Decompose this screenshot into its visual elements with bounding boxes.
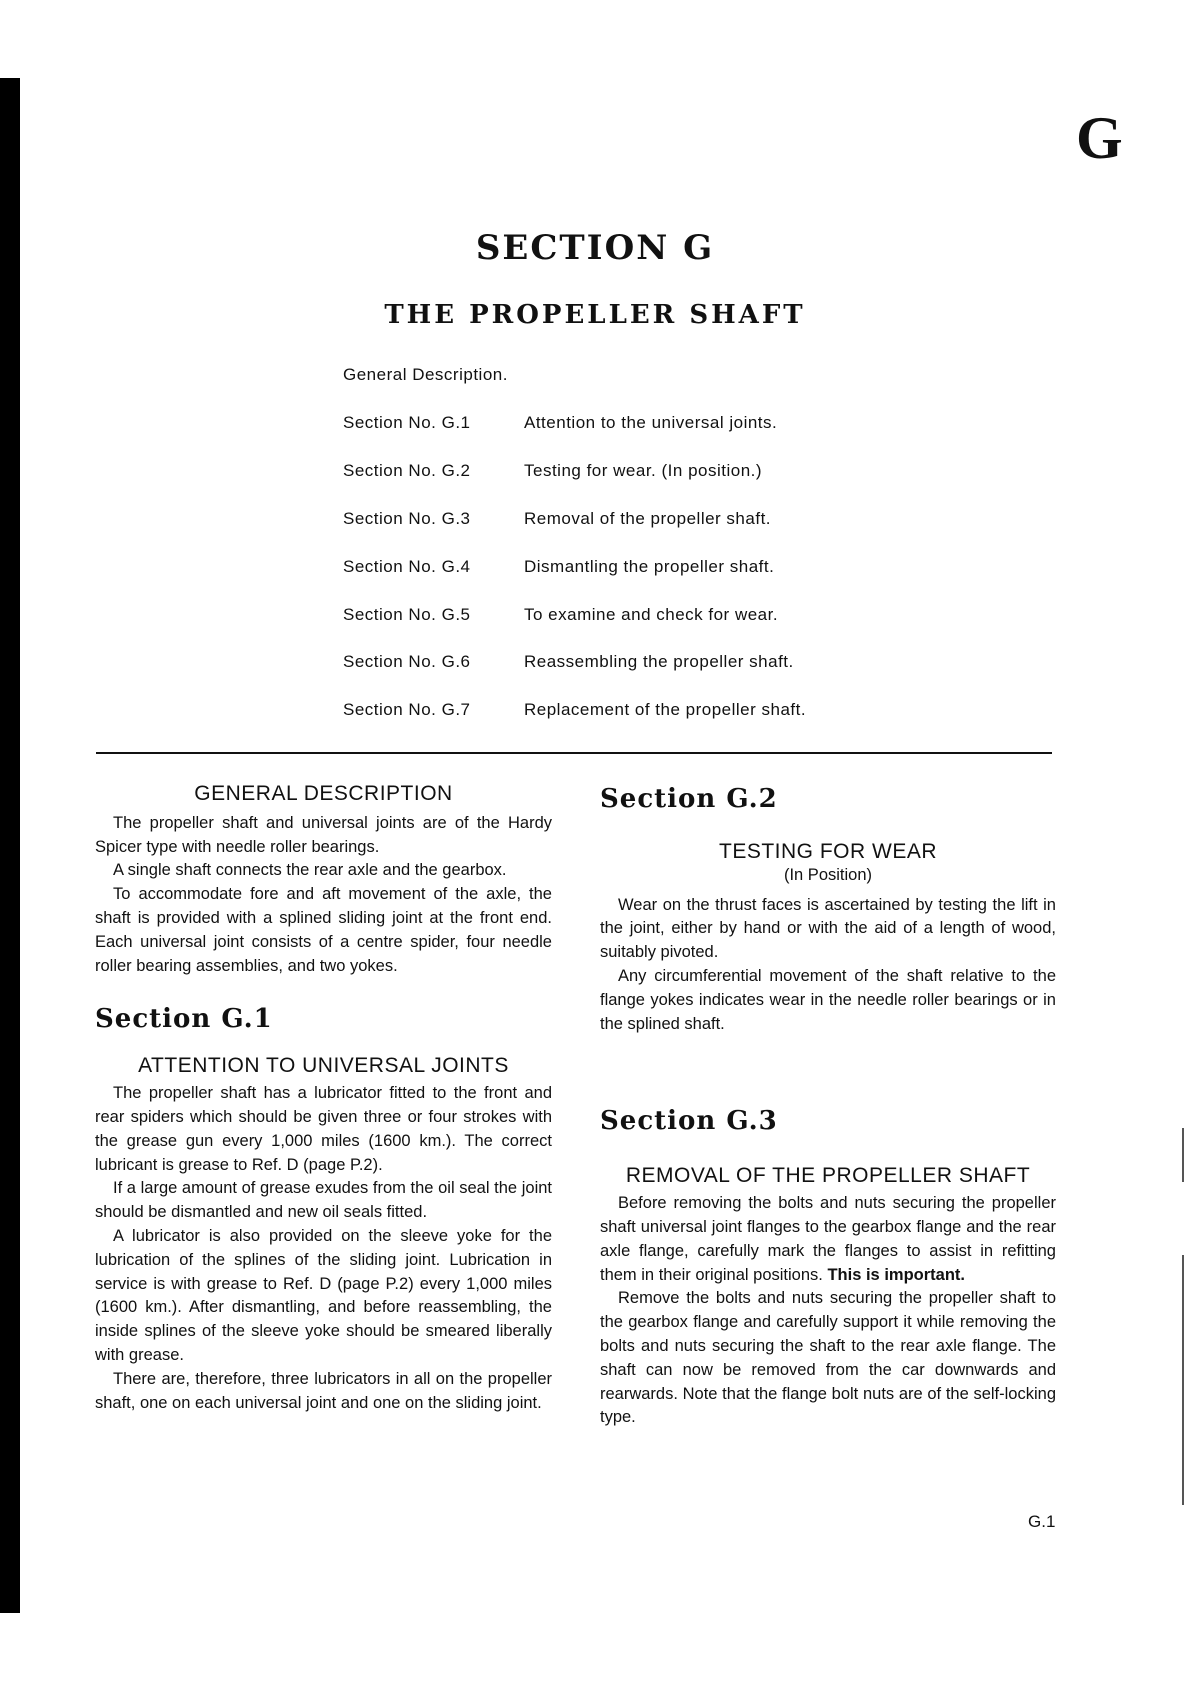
- toc-section-desc: Reassembling the propeller shaft.: [524, 652, 794, 672]
- right-column: [600, 782, 1056, 1430]
- paragraph: The propeller shaft and universal joints are of the Hardy Spicer type with needle roller bearings.: [95, 813, 552, 856]
- toc-section-desc: To examine and check for wear.: [524, 604, 779, 624]
- toc-row: [343, 509, 806, 557]
- section-g1-heading: Section G.1: [95, 1004, 273, 1035]
- toc-row: [343, 413, 806, 461]
- left-column: [95, 782, 552, 1415]
- divider-rule: [96, 752, 1052, 754]
- table-of-contents: [343, 365, 806, 748]
- paragraph: A lubricator is also provided on the sleeve yoke for the lubrication of the splines of the sliding joint. Lubrication in service is with grease to Ref. D (page P.2) every 1,000 miles (1600 km.). After dismantling, and before reassembling, the inside splines of the sleeve yoke should be smeared liberally with grease.: [95, 1226, 552, 1364]
- toc-general: General Description.: [343, 365, 508, 384]
- section-g3-heading: Section G.3: [600, 1106, 778, 1137]
- toc-section-no: Section No. G.2: [343, 460, 471, 480]
- section-g2-heading: Section G.2: [600, 784, 778, 814]
- section-letter: G: [1076, 105, 1123, 171]
- toc-section-no: Section No. G.6: [343, 652, 471, 672]
- scan-edge-mark: [1182, 1128, 1184, 1182]
- section-g1-subheading: ATTENTION TO UNIVERSAL JOINTS: [138, 1054, 509, 1078]
- general-description-heading: GENERAL DESCRIPTION: [194, 782, 453, 805]
- toc-section-desc: Replacement of the propeller shaft.: [524, 700, 807, 720]
- section-g3-subheading: REMOVAL OF THE PROPELLER SHAFT: [625, 1164, 1031, 1188]
- emphasis-text: This is important.: [827, 1265, 965, 1284]
- toc-section-desc: Removal of the propeller shaft.: [524, 508, 772, 528]
- toc-row: [343, 652, 806, 700]
- toc-row: [343, 700, 806, 748]
- paragraph: A single shaft connects the rear axle and the gearbox.: [113, 861, 507, 880]
- toc-section-desc: Attention to the universal joints.: [524, 413, 778, 432]
- toc-section-desc: Testing for wear. (In position.): [524, 460, 763, 480]
- paragraph: There are, therefore, three lubricators in all on the propeller shaft, one on each universal joint and one on the sliding joint.: [95, 1369, 552, 1412]
- toc-section-no: Section No. G.5: [343, 604, 471, 624]
- section-g2-subheading: TESTING FOR WEAR: [719, 840, 937, 863]
- toc-row: [343, 557, 806, 605]
- page-number: G.1: [1028, 1512, 1056, 1531]
- toc-section-desc: Dismantling the propeller shaft.: [524, 556, 775, 576]
- paragraph: If a large amount of grease exudes from the oil seal the joint should be dismantled and new oil seals fitted.: [95, 1179, 552, 1222]
- toc-section-no: Section No. G.4: [343, 556, 471, 576]
- toc-section-no: Section No. G.1: [343, 413, 471, 432]
- paragraph-text: Before removing the bolts and nuts securing the propeller shaft universal joint flanges to the gearbox flange and the rear axle flange, carefully mark the flanges to assist in refitting them in their original positions.: [600, 1194, 1056, 1284]
- toc-row: [343, 461, 806, 509]
- section-title: SECTION G: [475, 228, 715, 268]
- scan-edge-mark: [1182, 1255, 1184, 1505]
- paragraph: Wear on the thrust faces is ascertained by testing the lift in the joint, either by hand or with the aid of a length of wood, suitably pivoted.: [600, 895, 1056, 962]
- toc-section-no: Section No. G.7: [343, 700, 471, 720]
- paragraph: [600, 1192, 1056, 1287]
- paragraph: The propeller shaft has a lubricator fitted to the front and rear spiders which should be given three or four strokes with the grease gun every 1,000 miles (1600 km.). The correct lubricant is grease to Ref. D (page P.2).: [95, 1084, 552, 1174]
- paragraph: Any circumferential movement of the shaft relative to the flange yokes indicates wear in the needle roller bearings or in the splined shaft.: [600, 966, 1056, 1033]
- section-subtitle: THE PROPELLER SHAFT: [384, 300, 806, 330]
- toc-section-no: Section No. G.3: [343, 508, 471, 528]
- section-g2-subheading-note: (In Position): [783, 865, 873, 884]
- toc-row: [343, 605, 806, 653]
- paragraph: Remove the bolts and nuts securing the propeller shaft to the gearbox flange and carefully support it while removing the bolts and nuts securing the shaft to the rear axle flange. The shaft can now be removed from the car downwards and rearwards. Note that the flange bolt nuts are of the self-locking type.: [600, 1289, 1056, 1427]
- paragraph: To accommodate fore and aft movement of the axle, the shaft is provided with a splined sliding joint at the front end. Each universal joint consists of a centre spider, four needle roller bearing assemblies, and two yokes.: [95, 885, 552, 975]
